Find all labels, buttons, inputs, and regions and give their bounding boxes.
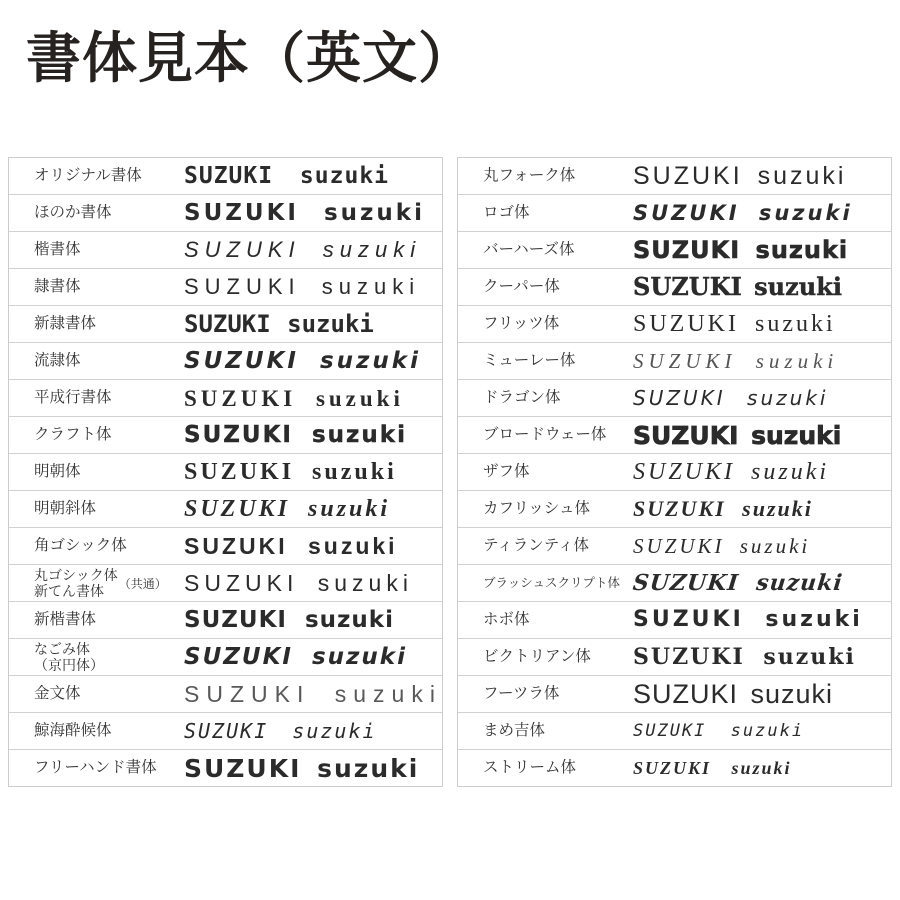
font-name-lines bbox=[483, 167, 575, 185]
font-sample-text: SUZUKI suzuki bbox=[633, 386, 829, 410]
table-row bbox=[9, 417, 442, 454]
table-row bbox=[458, 306, 891, 343]
table-row bbox=[458, 158, 891, 195]
table-row bbox=[458, 232, 891, 269]
font-name-lines bbox=[34, 426, 112, 444]
table-row bbox=[458, 269, 891, 306]
font-name-lines bbox=[483, 611, 530, 629]
font-name-lines bbox=[483, 352, 575, 370]
table-row bbox=[458, 491, 891, 528]
font-name-lines bbox=[34, 641, 104, 673]
font-name-line2: （京円体） bbox=[34, 657, 104, 673]
font-name-line1: 明朝斜体 bbox=[34, 500, 97, 518]
font-name-lines bbox=[483, 722, 545, 740]
font-name-line1: ホボ体 bbox=[483, 611, 530, 629]
font-name-label bbox=[483, 759, 633, 777]
font-sample-text: SUZUKI suzuki bbox=[633, 720, 805, 741]
font-name-lines bbox=[34, 241, 81, 259]
font-name-line1: ストリーム体 bbox=[483, 759, 577, 777]
font-sample-text: SUZUKI suzuki bbox=[184, 274, 421, 299]
font-name-lines bbox=[483, 648, 591, 666]
font-name-lines bbox=[34, 315, 96, 333]
font-name-label bbox=[483, 500, 633, 518]
font-name-label bbox=[34, 352, 184, 370]
table-row bbox=[9, 676, 442, 713]
font-sample-text: SUZUKI suzuki bbox=[633, 420, 842, 450]
table-row bbox=[9, 602, 442, 639]
font-sample-text: SUZUKI suzuki bbox=[633, 348, 839, 373]
table-row bbox=[458, 380, 891, 417]
table-row bbox=[458, 417, 891, 454]
font-name-line1: 流隷体 bbox=[34, 352, 81, 370]
font-name-line1: 角ゴシック体 bbox=[34, 537, 127, 555]
font-name-label bbox=[483, 389, 633, 407]
font-name-lines bbox=[34, 537, 127, 555]
font-name-label bbox=[483, 426, 633, 444]
font-sample-text: SUZUKI suzuki bbox=[633, 161, 847, 190]
font-name-lines bbox=[34, 685, 81, 703]
font-name-line1: フリーハンド書体 bbox=[34, 759, 157, 777]
table-row bbox=[458, 195, 891, 232]
font-sample-text: SUZUKI suzuki bbox=[184, 643, 407, 670]
font-sample-text: SUZUKI suzuki bbox=[633, 533, 811, 558]
font-name-label bbox=[34, 389, 184, 407]
font-name-line1: ドラゴン体 bbox=[483, 389, 561, 407]
font-sample-text: SUZUKI suzuki bbox=[184, 569, 413, 596]
table-row bbox=[458, 343, 891, 380]
font-sample-text: SUZUKI suzuki bbox=[184, 719, 377, 743]
font-name-label bbox=[483, 648, 633, 666]
table-row bbox=[458, 639, 891, 676]
font-name-line1: ブラッシュスクリプト体 bbox=[483, 575, 621, 590]
font-sample-text: SUZUKI suzuki bbox=[633, 644, 856, 670]
font-name-line1: バーハーズ体 bbox=[483, 241, 575, 259]
font-name-line1: フリッツ体 bbox=[483, 315, 560, 333]
table-row bbox=[9, 639, 442, 676]
table-row bbox=[9, 454, 442, 491]
font-name-label bbox=[483, 537, 633, 555]
font-name-line1: 丸フォーク体 bbox=[483, 167, 576, 185]
font-sample-text: SUZUKI suzuki bbox=[184, 496, 391, 522]
font-name-lines bbox=[34, 204, 112, 222]
font-name-line1: 丸ゴシック体 bbox=[34, 566, 118, 583]
font-name-lines bbox=[483, 278, 560, 296]
font-name-label bbox=[34, 611, 184, 629]
table-row bbox=[9, 195, 442, 232]
font-name-lines bbox=[483, 315, 559, 333]
font-name-line1: 新楷書体 bbox=[34, 611, 97, 629]
font-sample-text: SUZUKI suzuki bbox=[633, 200, 853, 225]
font-name-label bbox=[34, 685, 184, 703]
font-sample-text: SUZUKI suzuki bbox=[633, 236, 849, 264]
table-row bbox=[9, 232, 442, 269]
font-name-line1: フーツラ体 bbox=[483, 685, 560, 703]
font-name-label bbox=[483, 167, 633, 185]
font-name-lines bbox=[34, 500, 96, 518]
font-name-line1: 明朝体 bbox=[34, 463, 81, 481]
font-name-line1: 楷書体 bbox=[34, 241, 81, 259]
font-sample-text: SUZUKI suzuki bbox=[633, 678, 834, 709]
font-name-lines bbox=[483, 500, 590, 518]
font-name-lines bbox=[483, 463, 530, 481]
font-sample-text: SUZUKI suzuki bbox=[184, 680, 442, 707]
font-name-line1: ロゴ体 bbox=[483, 204, 530, 222]
font-name-line1: ブロードウェー体 bbox=[483, 426, 607, 444]
font-name-label bbox=[483, 241, 633, 259]
table-row bbox=[458, 602, 891, 639]
font-name-lines bbox=[483, 426, 606, 444]
font-name-lines bbox=[34, 352, 81, 370]
table-row bbox=[458, 528, 891, 565]
font-name-line1: 金文体 bbox=[34, 685, 81, 703]
table-row bbox=[9, 713, 442, 750]
font-name-line1: 鯨海酔候体 bbox=[34, 722, 112, 740]
font-specimen-table bbox=[8, 157, 892, 787]
font-sample-text: SUZUKI suzuki bbox=[633, 311, 836, 337]
font-sample-text: SUZUKI suzuki bbox=[184, 347, 421, 374]
font-name-lines bbox=[483, 685, 559, 703]
font-sample-text: SUZUKI suzuki bbox=[184, 532, 398, 559]
font-sample-text: SUZUKI suzuki bbox=[184, 310, 374, 338]
font-name-label bbox=[34, 241, 184, 259]
font-name-lines bbox=[34, 759, 157, 777]
font-name-line2: 新てん書体 bbox=[34, 583, 104, 599]
table-row bbox=[9, 306, 442, 343]
font-sample-text: SUZUKI suzuki bbox=[184, 606, 394, 633]
font-name-line1: オリジナル書体 bbox=[34, 167, 142, 185]
font-sample-text: SUZUKI suzuki bbox=[184, 237, 422, 262]
font-name-label bbox=[483, 685, 633, 703]
font-name-line1: クラフト体 bbox=[34, 426, 112, 444]
font-name-label bbox=[483, 315, 633, 333]
font-name-lines bbox=[483, 241, 574, 259]
font-sample-text: SUZUKI suzuki bbox=[184, 421, 407, 448]
font-name-line1: ミューレー体 bbox=[483, 352, 576, 370]
font-name-label bbox=[483, 463, 633, 481]
font-sample-text: SUZUKI suzuki bbox=[633, 607, 863, 632]
font-sample-text: SUZUKI suzuki bbox=[633, 496, 813, 521]
font-name-lines bbox=[34, 463, 81, 481]
font-name-label bbox=[34, 315, 184, 333]
font-sample-text: SUZUKI suzuki bbox=[633, 758, 792, 778]
font-name-label bbox=[34, 463, 184, 481]
font-name-line1: ほのか書体 bbox=[34, 204, 112, 222]
table-row bbox=[458, 750, 891, 786]
font-name-lines bbox=[483, 389, 561, 407]
font-name-lines bbox=[483, 576, 620, 590]
font-name-lines bbox=[34, 611, 96, 629]
table-row bbox=[458, 676, 891, 713]
table-row bbox=[9, 269, 442, 306]
font-name-line1: 新隷書体 bbox=[34, 315, 97, 333]
font-name-label bbox=[34, 722, 184, 740]
font-name-lines bbox=[34, 567, 118, 599]
font-name-label bbox=[483, 278, 633, 296]
font-name-line1: ティランティ体 bbox=[483, 537, 590, 555]
table-row bbox=[458, 565, 891, 602]
table-row bbox=[9, 491, 442, 528]
font-name-note: （共通） bbox=[118, 576, 167, 591]
font-name-label bbox=[34, 204, 184, 222]
table-row bbox=[9, 750, 442, 786]
font-sample-text: SUZUKI suzuki bbox=[184, 385, 404, 411]
table-row bbox=[458, 454, 891, 491]
table-row bbox=[9, 158, 442, 195]
font-name-line1: 平成行書体 bbox=[34, 389, 112, 407]
font-name-lines bbox=[483, 759, 576, 777]
left-column bbox=[8, 157, 443, 787]
font-name-label bbox=[483, 204, 633, 222]
font-name-label bbox=[34, 500, 184, 518]
font-name-line1: クーパー体 bbox=[483, 278, 560, 296]
font-name-label bbox=[483, 352, 633, 370]
font-name-lines bbox=[34, 278, 81, 296]
font-sample-text: SUZUKI suzuki bbox=[631, 570, 845, 596]
font-name-lines bbox=[483, 537, 589, 555]
font-name-label bbox=[34, 167, 184, 185]
font-name-lines bbox=[483, 204, 530, 222]
font-name-line1: カフリッシュ体 bbox=[483, 500, 590, 518]
font-sample-text: SUZUKI suzuki bbox=[184, 753, 420, 783]
font-sample-text: SUZUKI suzuki bbox=[184, 459, 397, 485]
font-name-label bbox=[34, 278, 184, 296]
font-name-line1: 隷書体 bbox=[34, 278, 81, 296]
font-sample-text: SUZUKI suzuki bbox=[184, 199, 425, 226]
font-name-line1: ザフ体 bbox=[483, 463, 530, 481]
font-name-lines bbox=[34, 722, 112, 740]
font-name-label bbox=[34, 537, 184, 555]
font-name-lines bbox=[34, 389, 112, 407]
font-sample-text: SUZUKI suzuki bbox=[184, 162, 390, 189]
font-sample-text: SUZUKI suzuki bbox=[633, 459, 830, 485]
font-name-label bbox=[34, 759, 184, 777]
font-name-label bbox=[483, 576, 633, 590]
font-name-label bbox=[34, 426, 184, 444]
page-title: 書体見本（英文） bbox=[26, 28, 475, 89]
table-row bbox=[9, 380, 442, 417]
table-row bbox=[9, 343, 442, 380]
font-name-label bbox=[34, 641, 184, 673]
font-sample-text: SUZUKI suzuki bbox=[633, 272, 842, 301]
font-name-label bbox=[34, 567, 184, 599]
right-column bbox=[457, 157, 892, 787]
font-name-line1: なごみ体 bbox=[34, 640, 90, 657]
font-name-label bbox=[483, 722, 633, 740]
font-name-label bbox=[483, 611, 633, 629]
font-name-line1: まめ吉体 bbox=[483, 722, 546, 740]
table-row bbox=[9, 528, 442, 565]
table-row bbox=[458, 713, 891, 750]
font-name-lines bbox=[34, 167, 142, 185]
table-row bbox=[9, 565, 442, 602]
font-name-line1: ビクトリアン体 bbox=[483, 648, 591, 666]
